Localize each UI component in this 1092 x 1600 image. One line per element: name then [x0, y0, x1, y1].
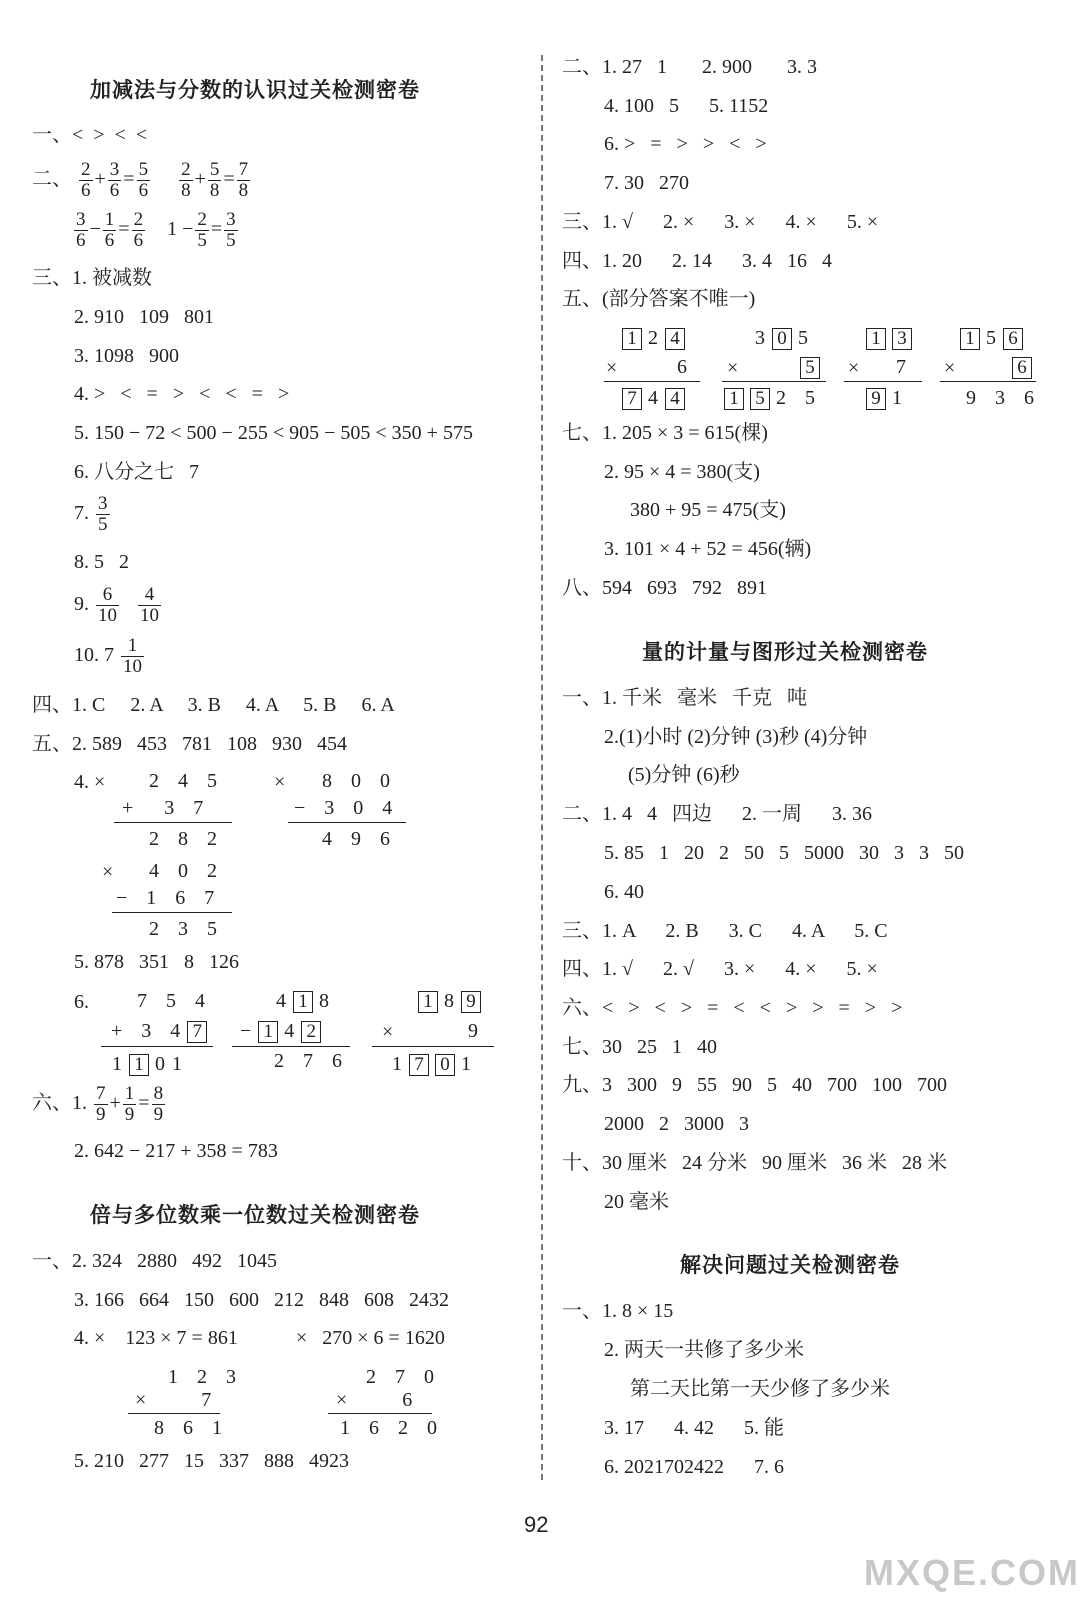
answer-line: 二、1. 4 4 四边 2. 一周 3. 36 [562, 803, 872, 825]
calc-rule [940, 381, 1036, 382]
answer-line: 四、1. C 2. A 3. B 4. A 5. B 6. A [32, 694, 395, 716]
answer-line: 7. 30 270 [604, 172, 689, 194]
answer-box: 1 [866, 328, 886, 350]
answer-line: 380 + 95 = 475(支) [630, 499, 786, 521]
calc-rule [112, 912, 232, 913]
calc-row: 4 0 2 [149, 860, 224, 882]
fraction: $\frac{7}{9}$ [96, 1083, 106, 1125]
fraction-equation-row: $\frac{3}{6}$ − $\frac{1}{6}$ = $\frac{2}{6}$ 1 − $\frac{2}{5}$ = $\frac{3}{5}$ [76, 209, 236, 251]
answer-box: 1 [622, 328, 642, 350]
fraction: $\frac{1}{9}$ [124, 1083, 135, 1125]
answer-box: 1 [724, 388, 744, 410]
calc-row: 9 3 6 [966, 387, 1041, 409]
answer-line: 九、3 300 9 55 90 5 40 700 100 700 [562, 1074, 947, 1096]
calc-mark: × [727, 357, 739, 379]
answer-box: 1 [129, 1054, 149, 1076]
calc-row: + 3 7 [122, 797, 211, 819]
answer-line: 2. 910 109 801 [74, 306, 214, 328]
fraction: $\frac{2}{5}$ [197, 209, 207, 251]
calc-row: 2 7 6 [274, 1050, 349, 1072]
calc-row: 2 7 0 [366, 1366, 441, 1388]
calc-rule [101, 1046, 213, 1047]
answer-line: (5)分钟 (6)秒 [628, 764, 740, 786]
fraction: $\frac{7}{8}$ [238, 159, 249, 201]
calc-row: 4 1 8 [276, 990, 336, 1012]
page-number: 92 [524, 1512, 549, 1537]
fraction: $\frac{3}{5}$ [226, 209, 236, 251]
fraction: $\frac{5}{8}$ [209, 159, 220, 201]
answer-line: 4. × [74, 771, 106, 793]
calc-row: 2 8 2 [149, 828, 224, 850]
fraction: $\frac{6}{10}$ [98, 584, 117, 626]
calc-row: 1 1 01 [112, 1053, 189, 1075]
calc-row: 9 1 [866, 387, 909, 410]
answer-line: 十、30 厘米 24 分米 90 厘米 36 米 28 米 [562, 1152, 947, 1174]
fraction: $\frac{2}{6}$ [133, 209, 144, 251]
calc-row: × 6 [336, 1389, 420, 1411]
fraction: $\frac{1}{10}$ [123, 635, 142, 677]
answer-line: 八、594 693 792 891 [562, 577, 767, 599]
calc-rule [288, 822, 406, 823]
answer-box: 3 [892, 328, 912, 350]
answer-line: 一、< > < < [32, 124, 148, 146]
answer-line: 七、30 25 1 40 [562, 1036, 717, 1058]
calc-row: 1 5 6 [960, 327, 1029, 350]
calc-row: 6 [677, 356, 694, 378]
fraction: $\frac{3}{5}$ [98, 493, 108, 535]
answer-line: 4. > < = > < < = > [74, 383, 290, 405]
answer-line: 6. 40 [604, 881, 644, 903]
answer-line: 6. 八分之七 7 [74, 461, 199, 483]
calc-row: 7 4 4 [622, 387, 691, 410]
answer-line: 2. 642 − 217 + 358 = 783 [74, 1140, 278, 1162]
calc-rule [722, 381, 826, 382]
answer-line: 2.(1)小时 (2)分钟 (3)秒 (4)分钟 [604, 726, 868, 748]
answer-box: 5 [750, 388, 770, 410]
fraction: $\frac{2}{6}$ [81, 159, 91, 201]
calc-row: − 3 0 4 [294, 797, 400, 819]
calc-rule [114, 822, 232, 823]
answer-line: 第二天比第一天少修了多少米 [630, 1378, 890, 1400]
answer-line: 一、2. 324 2880 492 1045 [32, 1250, 277, 1272]
calc-mark: × [848, 357, 860, 379]
calc-row [1012, 356, 1038, 379]
answer-box: 9 [866, 388, 886, 410]
answer-line: 6. [74, 991, 89, 1013]
section-title-multiply: 倍与多位数乘一位数过关检测密卷 [90, 1203, 420, 1227]
answer-line: 6. 2021702422 7. 6 [604, 1456, 784, 1478]
answer-line: 三、1. √ 2. × 3. × 4. × 5. × [562, 211, 879, 233]
answer-box: 0 [435, 1054, 455, 1076]
answer-line: 2000 2 3000 3 [604, 1113, 749, 1135]
calc-row: 8 0 0 [322, 770, 397, 792]
calc-row: 1 5 2 5 [724, 387, 822, 410]
answer-line: 5. 210 277 15 337 888 4923 [74, 1450, 349, 1472]
answer-line: 五、(部分答案不唯一) [562, 288, 756, 310]
answer-line: 5. 85 1 20 2 50 5 5000 30 3 3 50 [604, 842, 964, 864]
fraction: $\frac{3}{6}$ [76, 209, 86, 251]
column-divider [541, 55, 543, 1480]
answer-box: 6 [1012, 357, 1032, 379]
calc-row: 1 7 0 1 [392, 1053, 478, 1075]
calc-row: 2 4 5 [149, 770, 224, 792]
calc-rule [232, 1046, 350, 1047]
answer-box: 7 [622, 388, 642, 410]
calc-mark: × [606, 357, 618, 379]
answer-line: 20 毫米 [604, 1191, 669, 1213]
calc-row: 1 8 9 [418, 990, 487, 1013]
calc-rule [604, 381, 700, 382]
answer-box: 4 [665, 328, 685, 350]
answer-line: 2. 两天一共修了多少米 [604, 1339, 804, 1361]
answer-box: 1 [960, 328, 980, 350]
calc-row: 1 2 4 [622, 327, 691, 350]
answer-line: 5. 150 − 72 < 500 − 255 < 905 − 505 < 350 + 575 [74, 422, 473, 444]
answer-line: 六、< > < > = < < > > = > > [562, 997, 903, 1019]
answer-box: 7 [187, 1021, 207, 1043]
fraction: $\frac{2}{8}$ [181, 159, 191, 201]
calc-mark: × [382, 1021, 394, 1043]
fraction-answer: 9. $\frac{6}{10}$ $\frac{4}{10}$ [74, 584, 159, 626]
calc-rule [844, 381, 922, 382]
answer-line: 4. × 123 × 7 = 861 [74, 1327, 238, 1349]
fraction: $\frac{8}{9}$ [153, 1083, 164, 1125]
calc-row: 2 3 5 [149, 918, 224, 940]
calc-rule [372, 1046, 494, 1047]
answer-line: × 270 × 6 = 1620 [296, 1327, 445, 1349]
answer-line: 4. 100 5 5. 1152 [604, 95, 769, 117]
calc-row: 8 6 1 [154, 1417, 229, 1439]
answer-line: 七、1. 205 × 3 = 615(棵) [562, 422, 768, 444]
answer-line: 8. 5 2 [74, 551, 129, 573]
section-title-addsub: 加减法与分数的认识过关检测密卷 [90, 78, 420, 102]
answer-box: 1 [258, 1021, 278, 1043]
calc-mark: × [274, 771, 286, 793]
answer-box: 7 [409, 1054, 429, 1076]
calc-row: 1 6 2 0 [340, 1417, 444, 1439]
calc-rule [328, 1413, 432, 1414]
answer-line: 四、1. √ 2. √ 3. × 4. × 5. × [562, 958, 878, 980]
watermark: MXQE.COM [863, 1552, 1080, 1593]
answer-line: 五、2. 589 453 781 108 930 454 [32, 733, 347, 755]
fraction-equation-row: 二、 $\frac{2}{6}$ + $\frac{3}{6}$ = $\frac{5}{6}$ $\frac{2}{8}$ + $\frac{5}{8}$ = $\frac{7}{8}$ [32, 159, 249, 201]
answer-line: 一、1. 8 × 15 [562, 1300, 674, 1322]
calc-mark: × [944, 357, 956, 379]
calc-row: 3 0 5 [755, 327, 815, 349]
fraction-answer: 7. $\frac{3}{5}$ [74, 493, 108, 535]
calc-row [800, 356, 826, 379]
calc-row: 7 [896, 356, 913, 378]
answer-box: 2 [301, 1021, 321, 1043]
fraction: $\frac{5}{6}$ [138, 159, 149, 201]
answer-box: 1 [418, 991, 438, 1013]
answer-line: 四、1. 20 2. 14 3. 4 16 4 [562, 250, 832, 272]
answer-box: 1 [293, 991, 313, 1013]
calc-row: 9 [468, 1020, 485, 1042]
answer-line: 3. 1098 900 [74, 345, 179, 367]
answer-line: 二、1. 27 1 2. 900 3. 3 [562, 56, 817, 78]
fraction: $\frac{1}{6}$ [104, 209, 115, 251]
section-title-measurement: 量的计量与图形过关检测密卷 [642, 640, 928, 664]
calc-row: − 1 6 7 [116, 887, 222, 909]
section-title-problem-solving: 解决问题过关检测密卷 [680, 1253, 900, 1277]
calc-mark: × [102, 861, 114, 883]
calc-row: − 1 4 2 [240, 1020, 327, 1043]
calc-row: 4 9 6 [322, 828, 397, 850]
answer-line: 三、1. 被减数 [32, 267, 152, 289]
answer-line: 3. 166 664 150 600 212 848 608 2432 [74, 1289, 449, 1311]
answer-line: 2. 95 × 4 = 380(支) [604, 461, 760, 483]
calc-row [866, 327, 918, 350]
calc-row: + 3 4 7 [111, 1020, 213, 1043]
answer-box: 4 [665, 388, 685, 410]
answer-box: 0 [772, 328, 792, 350]
fraction-answer: 10. 7 $\frac{1}{10}$ [74, 635, 142, 677]
answer-line: 6. > = > > < > [604, 133, 767, 155]
answer-box: 5 [800, 357, 820, 379]
fraction-equation-row: 六、1. $\frac{7}{9}$ + $\frac{1}{9}$ = $\frac{8}{9}$ [32, 1083, 164, 1125]
answer-line: 三、1. A 2. B 3. C 4. A 5. C [562, 920, 888, 942]
calc-rule [128, 1413, 220, 1414]
calc-row: × 7 [135, 1389, 219, 1411]
answer-box: 6 [1003, 328, 1023, 350]
calc-row: 1 2 3 [168, 1366, 243, 1388]
fraction: $\frac{4}{10}$ [140, 584, 159, 626]
answer-box: 9 [461, 991, 481, 1013]
answer-line: 3. 101 × 4 + 52 = 456(辆) [604, 538, 812, 560]
answer-line: 5. 878 351 8 126 [74, 951, 239, 973]
answer-line: 一、1. 千米 毫米 千克 吨 [562, 687, 807, 709]
calc-row: 7 5 4 [137, 990, 212, 1012]
fraction: $\frac{3}{6}$ [109, 159, 120, 201]
answer-line: 3. 17 4. 42 5. 能 [604, 1417, 784, 1439]
